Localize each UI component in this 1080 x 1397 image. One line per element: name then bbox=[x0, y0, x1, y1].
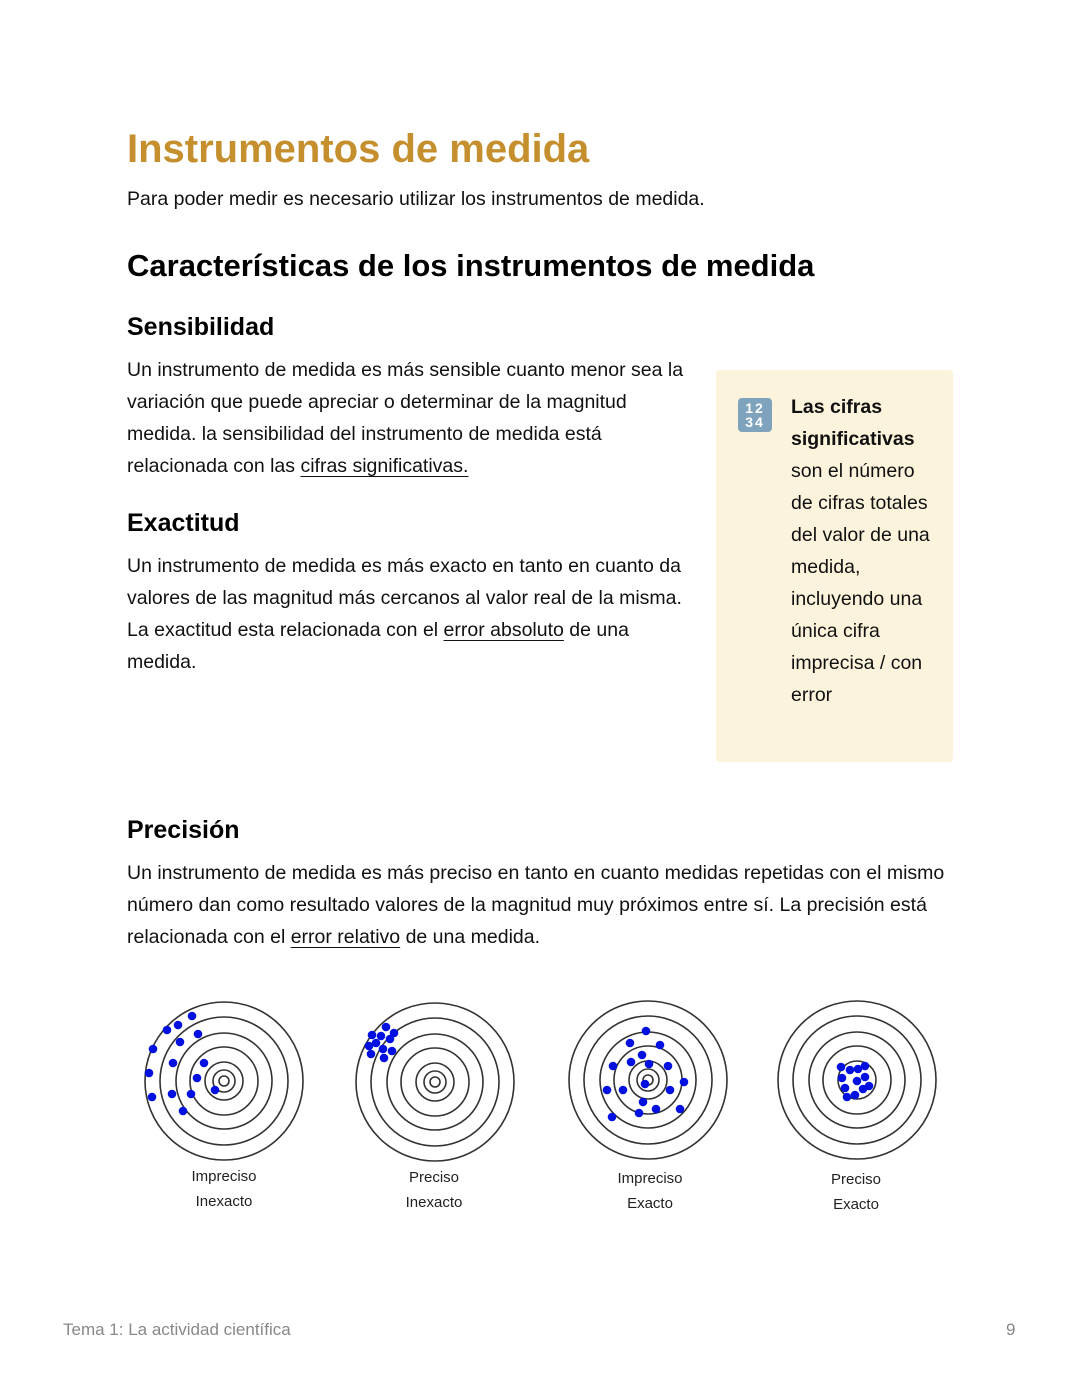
hit-dot bbox=[365, 1042, 374, 1051]
heading-exactitud: Exactitud bbox=[127, 509, 240, 537]
link-error-absoluto[interactable]: error absoluto bbox=[443, 619, 564, 641]
hit-dot bbox=[642, 1027, 651, 1036]
hit-dot bbox=[148, 1093, 157, 1102]
intro-text: Para poder medir es necesario utilizar los instrumentos de medida. bbox=[127, 188, 705, 210]
target-ring bbox=[424, 1071, 446, 1093]
hit-dot bbox=[627, 1058, 636, 1067]
hit-dot bbox=[843, 1093, 852, 1102]
target-ring bbox=[401, 1048, 469, 1116]
target-label-3: Impreciso Exacto bbox=[617, 1170, 683, 1212]
target-ring bbox=[430, 1077, 440, 1087]
target-ring bbox=[190, 1047, 258, 1115]
hit-dot bbox=[379, 1045, 388, 1054]
target-ring bbox=[145, 1002, 303, 1160]
hit-dot bbox=[837, 1063, 846, 1072]
target-label-2: Preciso Inexacto bbox=[405, 1169, 463, 1211]
hit-dot bbox=[641, 1080, 650, 1089]
target-ring bbox=[205, 1062, 243, 1100]
hit-dot bbox=[638, 1051, 647, 1060]
heading-sensibilidad: Sensibilidad bbox=[127, 313, 275, 341]
target-1 bbox=[145, 1002, 303, 1160]
target-ring bbox=[219, 1076, 229, 1086]
hit-dot bbox=[619, 1086, 628, 1095]
target-ring bbox=[569, 1001, 727, 1159]
target-4 bbox=[778, 1001, 936, 1159]
target-ring bbox=[356, 1003, 514, 1161]
hit-dot bbox=[367, 1050, 376, 1059]
hit-dot bbox=[851, 1091, 860, 1100]
hit-dot bbox=[626, 1039, 635, 1048]
hit-dot bbox=[639, 1098, 648, 1107]
target-ring bbox=[416, 1063, 454, 1101]
footer-chapter: Tema 1: La actividad científica bbox=[63, 1320, 291, 1339]
target-ring bbox=[160, 1017, 288, 1145]
hit-dot bbox=[176, 1038, 185, 1047]
hit-dot bbox=[211, 1086, 220, 1095]
hit-dot bbox=[163, 1026, 172, 1035]
page-number: 9 bbox=[1006, 1320, 1016, 1339]
link-error-relativo[interactable]: error relativo bbox=[290, 926, 401, 948]
hit-dot bbox=[603, 1086, 612, 1095]
hit-dot bbox=[838, 1074, 847, 1083]
target-label-1: Impreciso Inexacto bbox=[191, 1168, 257, 1210]
target-ring bbox=[584, 1016, 712, 1144]
hit-dot bbox=[377, 1032, 386, 1041]
hit-dot bbox=[194, 1030, 203, 1039]
hit-dot bbox=[187, 1090, 196, 1099]
heading-precision: Precisión bbox=[127, 816, 240, 844]
hit-dot bbox=[179, 1107, 188, 1116]
hit-dot bbox=[149, 1045, 158, 1054]
sensibilidad-body: Un instrumento de medida es más sensible cuanto menor sea la variación que puede apreciar o determinar de la magnitud medida. la sensibilidad del instrumento de medida está relacionada con las bbox=[127, 359, 684, 477]
target-3 bbox=[569, 1001, 727, 1159]
hit-dot bbox=[608, 1113, 617, 1122]
target-ring bbox=[637, 1069, 659, 1091]
hit-dot bbox=[174, 1021, 183, 1030]
hit-dot bbox=[666, 1086, 675, 1095]
numbers-1234-icon: 12 34 bbox=[738, 398, 772, 432]
hit-dot bbox=[656, 1041, 665, 1050]
hit-dot bbox=[846, 1066, 855, 1075]
hit-dot bbox=[645, 1060, 654, 1069]
hit-dot bbox=[609, 1062, 618, 1071]
target-2 bbox=[356, 1003, 514, 1161]
callout-body: son el número de cifras totales del valor de una medida, incluyendo una única cifra imprecisa / con error bbox=[791, 460, 930, 706]
section-title: Características de los instrumentos de medida bbox=[127, 248, 815, 283]
hit-dot bbox=[652, 1105, 661, 1114]
hit-dot bbox=[188, 1012, 197, 1021]
page-title: Instrumentos de medida bbox=[127, 127, 590, 171]
link-cifras-significativas[interactable]: cifras significativas. bbox=[300, 455, 469, 477]
hit-dot bbox=[853, 1077, 862, 1086]
precision-body: Un instrumento de medida es más preciso en tanto en cuanto medidas repetidas con el mismo número dan como resultado valores de la magnitud muy próximos entre sí. La precisión está relacionada con el bbox=[127, 862, 945, 948]
hit-dot bbox=[169, 1059, 178, 1068]
target-label-4: Preciso Exacto bbox=[830, 1171, 882, 1213]
hit-dot bbox=[200, 1059, 209, 1068]
hit-dot bbox=[861, 1073, 870, 1082]
hit-dot bbox=[664, 1062, 673, 1071]
hit-dot bbox=[388, 1047, 397, 1056]
hit-dot bbox=[841, 1084, 850, 1093]
hit-dot bbox=[145, 1069, 154, 1078]
hit-dot bbox=[635, 1109, 644, 1118]
hit-dot bbox=[861, 1062, 870, 1071]
hit-dot bbox=[386, 1035, 395, 1044]
target-ring bbox=[614, 1046, 682, 1114]
hit-dot bbox=[380, 1054, 389, 1063]
callout-bold: Las cifras significativas bbox=[791, 396, 915, 450]
hit-dot bbox=[382, 1023, 391, 1032]
precision-end: de una medida. bbox=[400, 926, 541, 948]
hit-dot bbox=[859, 1085, 868, 1094]
hit-dot bbox=[676, 1105, 685, 1114]
exactitud-body: Un instrumento de medida es más exacto en tanto en cuanto da valores de las magnitud más cercanos al valor real de la misma. La exactitud esta relacionada con el bbox=[127, 555, 682, 641]
hit-dot bbox=[168, 1090, 177, 1099]
hit-dot bbox=[680, 1078, 689, 1087]
exactitud-end: de una medida. bbox=[127, 619, 629, 673]
hit-dot bbox=[368, 1031, 377, 1040]
hit-dot bbox=[193, 1074, 202, 1083]
